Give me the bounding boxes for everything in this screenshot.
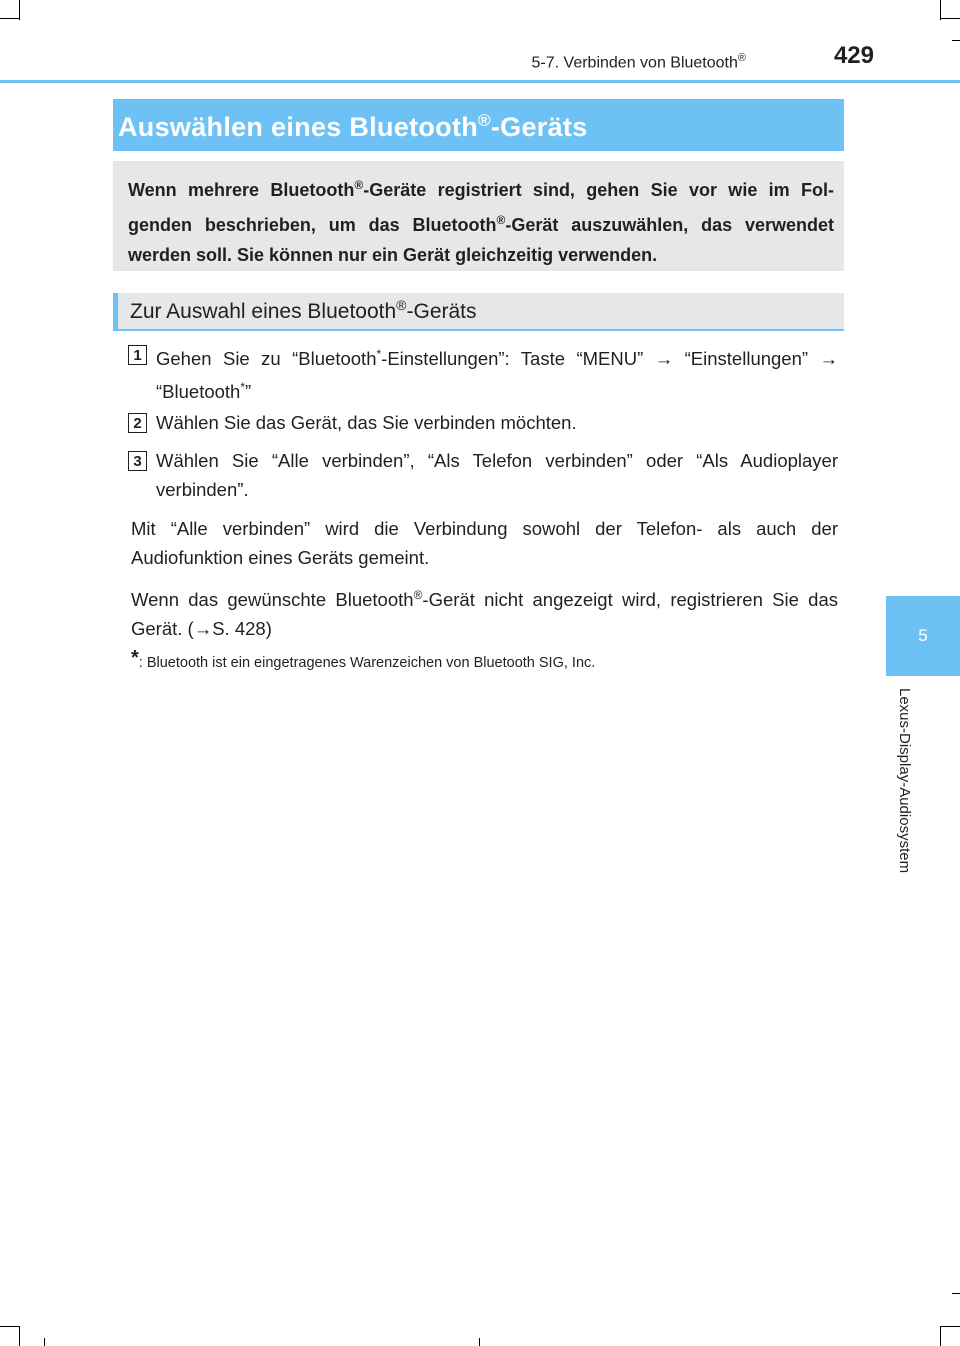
crop-mark: [940, 1326, 941, 1346]
section-reference: 5-7. Verbinden von Bluetooth®: [531, 52, 746, 72]
crop-mark: [0, 18, 20, 19]
intro-text: Wenn mehrere Bluetooth®-Geräte registriert sind, gehen Sie vor wie im Fol-genden beschrieben, um das Bluetooth®-Gerät auszuwählen, das verwendet werden soll. Sie können nur ein Gerät gleichzeitig verwenden.: [128, 178, 834, 265]
crop-mark: [19, 1326, 20, 1346]
step-text: Wählen Sie “Alle verbinden”, “Als Telefon verbinden” oder “Als Audioplayer verbinden”.: [156, 450, 838, 500]
chapter-title: Lexus-Display-Audiosystem: [896, 688, 913, 874]
crop-mark: [19, 0, 20, 20]
chapter-number: 5: [918, 626, 928, 645]
crop-mark: [952, 1293, 960, 1294]
step-text: Gehen Sie zu “Bluetooth*-Einstellungen”: Taste “MENU” → “Einstellungen” → “Bluetooth*”: [156, 347, 838, 403]
crop-mark: [940, 0, 941, 20]
subheading-accent: [113, 293, 118, 329]
chapter-tab: [886, 596, 960, 676]
step-number: 2: [128, 413, 147, 433]
crop-mark: [940, 18, 960, 19]
subheading: Zur Auswahl eines Bluetooth®-Geräts: [130, 297, 477, 323]
crop-mark: [44, 1338, 45, 1346]
step-number: 1: [128, 345, 147, 365]
header-rule: [0, 80, 960, 83]
crop-mark: [479, 1338, 480, 1346]
page-title: Auswählen eines Bluetooth®-Geräts: [118, 111, 588, 142]
crop-mark: [940, 1326, 960, 1327]
step-number: 3: [128, 451, 147, 471]
body-paragraph: Mit “Alle verbinden” wird die Verbindung sowohl der Telefon- als auch der Audiofunktion eines Geräts gemeint.: [131, 518, 838, 568]
footnote: *: Bluetooth ist ein eingetragenes Warenzeichen von Bluetooth SIG, Inc.: [131, 647, 596, 671]
step-text: Wählen Sie das Gerät, das Sie verbinden möchten.: [156, 412, 577, 433]
body-paragraph: Wenn das gewünschte Bluetooth®-Gerät nicht angezeigt wird, registrieren Sie das Gerät. (→S. 428): [131, 588, 838, 640]
crop-mark: [952, 40, 960, 41]
crop-mark: [0, 1326, 20, 1327]
page-number: 429: [833, 42, 874, 69]
